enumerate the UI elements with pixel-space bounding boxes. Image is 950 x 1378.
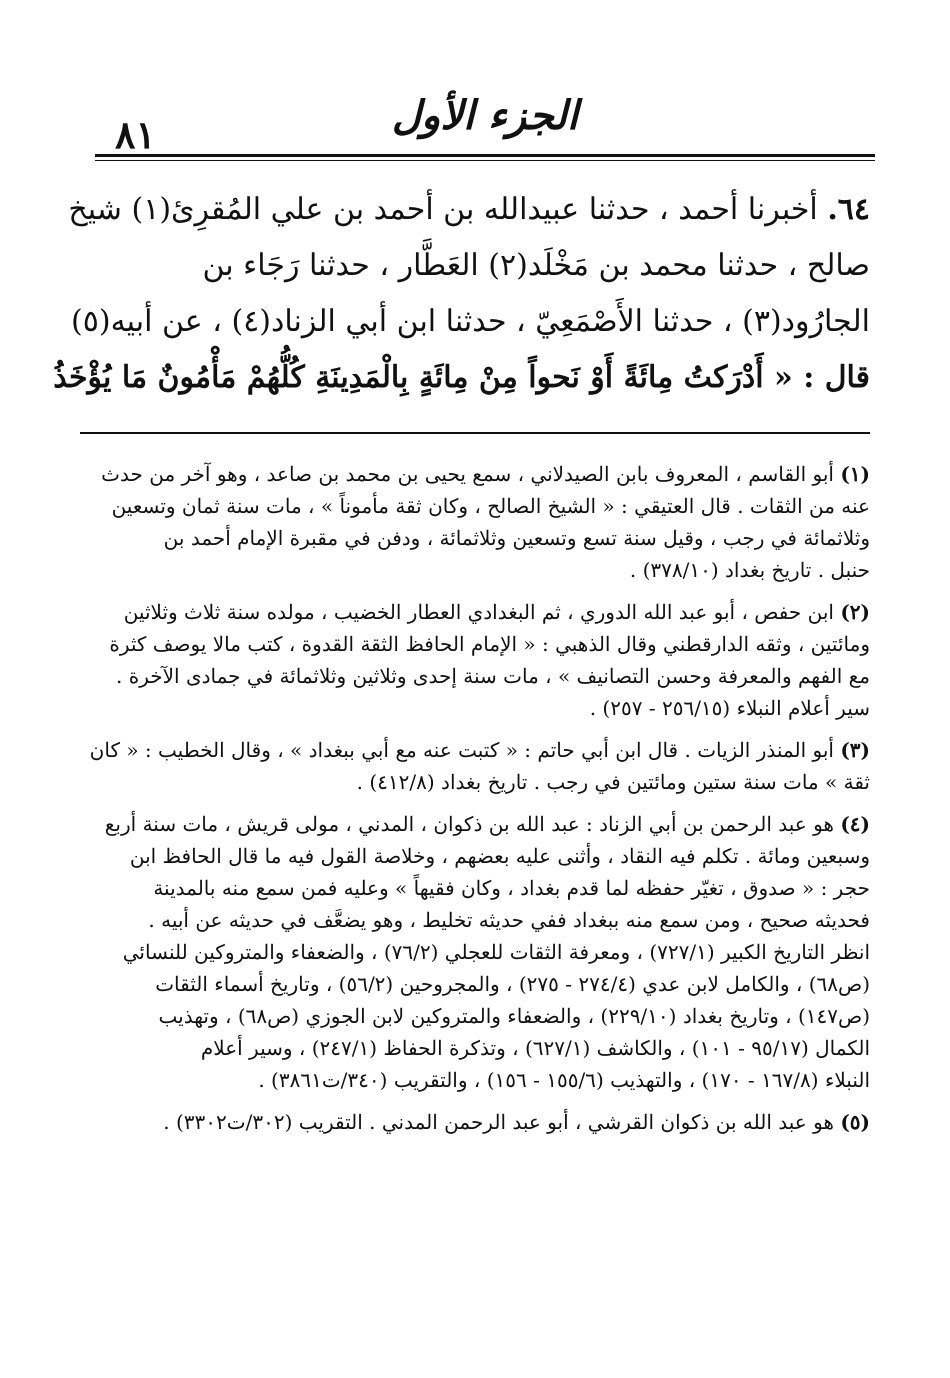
hadith-line <box>68 182 870 238</box>
footnote-line: (ص١٤٧) ، وتاريخ بغداد (٢٢٩/١٠) ، والضعفاء والمتروكين لابن الجوزي (ص٦٨) ، وتهذيب <box>158 1004 870 1028</box>
footnote-label: (٤) <box>840 812 870 836</box>
footnote-line <box>80 734 870 766</box>
footnote-line: النبلاء (١٦٧/٨ - ١٧٠) ، والتهذيب (١٥٥/٦ - ١٥٦) ، والتقريب (٣٤٠/ت٣٨٦١) . <box>258 1068 870 1092</box>
footnote-1 <box>80 458 870 586</box>
footnote-line: الكمال (٩٥/١٧ - ١٠١) ، والكاشف (٦٢٧/١) ، وتذكرة الحفاظ (٢٤٧/١) ، وسير أعلام <box>200 1036 870 1060</box>
footnote-line: سير أعلام النبلاء (٢٥٦/١٥ - ٢٥٧) . <box>589 696 870 720</box>
running-title: الجزء الأول <box>391 92 579 139</box>
header-rule <box>95 154 875 157</box>
footnote-line: انظر التاريخ الكبير (٧٢٧/١) ، ومعرفة الثقات للعجلي (٧٦/٢) ، والضعفاء والمتروكين للنسائي <box>122 940 870 964</box>
page-header <box>95 92 875 157</box>
footnotes <box>80 458 870 1148</box>
footnote-line: عنه من الثقات . قال العتيقي : « الشيخ الصالح ، وكان ثقة مأموناً » ، مات سنة ثمان وتسعين <box>111 494 870 518</box>
header-rule-thin <box>95 160 875 161</box>
footnote-line <box>80 808 870 840</box>
footnote-text: أبو المنذر الزيات . قال ابن أبي حاتم : « كتبت عنه مع أبي ببغداد » ، وقال الخطيب : « كان <box>89 738 834 762</box>
footnote-2 <box>80 596 870 724</box>
hadith-line: الجارُود(٣) ، حدثنا الأَصْمَعِيّ ، حدثنا ابن أبي الزناد(٤) ، عن أبيه(٥) <box>71 304 870 339</box>
footnote-text: ابن حفص ، أبو عبد الله الدوري ، ثم البغدادي العطار الخضيب ، مولده سنة ثلاث وثلاثين <box>123 600 834 624</box>
footnote-line: ومائتين ، وثقه الدارقطني وقال الذهبي : « الإمام الحافظ الثقة القدوة ، كتب مالا يوصف كثرة <box>109 632 870 656</box>
footnote-line: (ص٦٨) ، والكامل لابن عدي (٢٧٤/٤ - ٢٧٥) ، والمجروحين (٥٦/٢) ، وتاريخ أسماء الثقات <box>155 972 870 996</box>
footnote-line: وسبعين ومائة . تكلم فيه النقاد ، وأثنى عليه بعضهم ، وخلاصة القول فيه ما قال الحافظ ابن <box>129 844 870 868</box>
hadith-line-text: أخبرنا أحمد ، حدثنا عبيدالله بن أحمد بن علي المُقرِئ(١) شيخ <box>68 192 818 227</box>
footnote-text: هو عبد الله بن ذكوان القرشي ، أبو عبد الرحمن المدني . التقريب (٣٠٢/ت٣٣٠٢) . <box>163 1110 834 1134</box>
footnote-line <box>80 596 870 628</box>
footnote-label: (٥) <box>840 1110 870 1134</box>
footnote-5 <box>80 1106 870 1138</box>
footnote-line: فحديثه صحيح ، ومن سمع منه ببغداد ففي حديثه تخليط ، وهو يضعَّف في حديثه عن أبيه . <box>148 908 870 932</box>
page-number: ٨١ <box>115 112 156 157</box>
footnote-4 <box>80 808 870 1096</box>
hadith-number: ٦٤. <box>827 192 870 227</box>
footnote-text: أبو القاسم ، المعروف بابن الصيدلاني ، سمع يحيى بن محمد بن صاعد ، وهو آخر من حدث <box>101 462 834 486</box>
hadith-text <box>53 182 870 406</box>
footnote-label: (٣) <box>840 738 870 762</box>
footnote-line <box>80 1106 870 1138</box>
footnote-line <box>80 458 870 490</box>
footnote-line: حجر : « صدوق ، تغيّر حفظه لما قدم بغداد ، وكان فقيهاً » وعليه فمن سمع منه بالمدينة <box>153 876 870 900</box>
hadith-line: صالح ، حدثنا محمد بن مَخْلَد(٢) العَطَّار ، حدثنا رَجَاء بن <box>202 248 870 283</box>
footnote-line: حنبل . تاريخ بغداد (٣٧٨/١٠) . <box>629 558 870 582</box>
footnote-line: مع الفهم والمعرفة وحسن التصانيف » ، مات سنة إحدى وثلاثين وثلاثمائة في جمادى الآخرة . <box>116 664 870 688</box>
footnote-line: وثلاثمائة في رجب ، وقيل سنة تسع وتسعين وثلاثمائة ، ودفن في مقبرة الإمام أحمد بن <box>163 526 870 550</box>
footnote-text: هو عبد الرحمن بن أبي الزناد : عبد الله بن ذكوان ، المدني ، مولى قريش ، مات سنة أربع <box>104 812 834 836</box>
footnote-line: ثقة » مات سنة ستين ومائتين في رجب . تاريخ بغداد (٤١٢/٨) . <box>356 770 870 794</box>
footnote-label: (٢) <box>840 600 870 624</box>
footnote-label: (١) <box>840 462 870 486</box>
hadith-line: قال : « أَدْرَكتُ مِائَةً أَوْ نَحواً مِنْ مِائَةٍ بِالْمَدِينَةِ كُلُّهُمْ مَأْمُونٌ مَا يُؤْخَذُ <box>53 360 870 395</box>
footnote-3 <box>80 734 870 798</box>
footnote-separator <box>80 432 870 434</box>
